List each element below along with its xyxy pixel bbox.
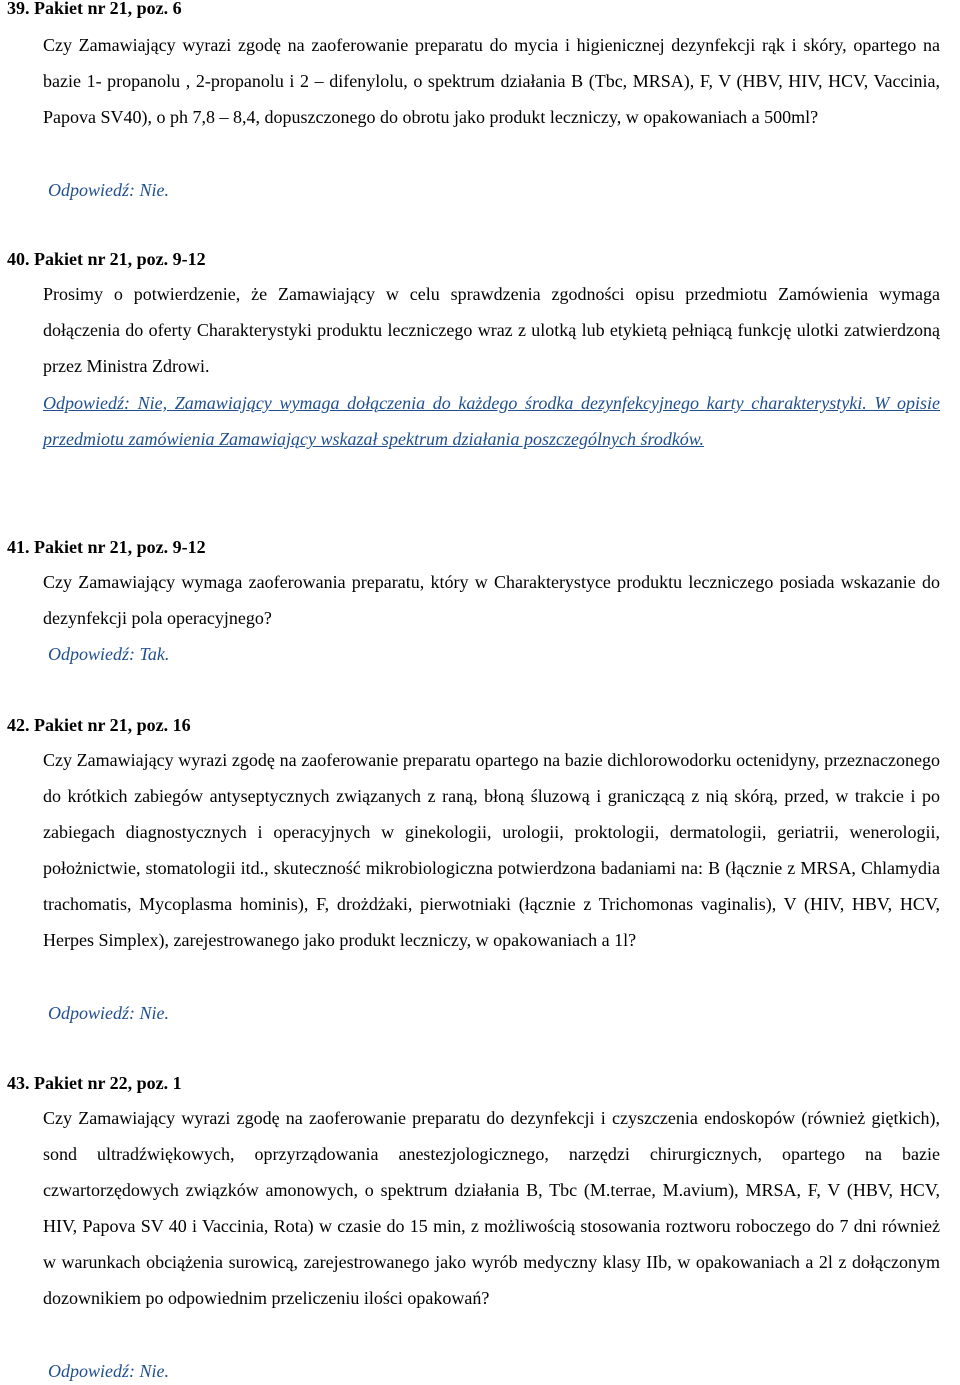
question-heading: 43. Pakiet nr 22, poz. 1 <box>7 1073 182 1093</box>
question-heading: 39. Pakiet nr 21, poz. 6 <box>7 0 182 18</box>
question-heading: 40. Pakiet nr 21, poz. 9-12 <box>7 249 206 269</box>
answer-text: Odpowiedź: Tak. <box>48 644 170 664</box>
question-heading: 41. Pakiet nr 21, poz. 9-12 <box>7 537 206 557</box>
question-text: Prosimy o potwierdzenie, że Zamawiający w celu sprawdzenia zgodności opisu przedmiotu Zamówienia wymaga dołączenia do oferty Charakterystyki produktu leczniczego wraz z ulotką lub etykietą pełniącą funkcję ulotki zatwierdzoną przez Ministra Zdrowi. <box>43 284 940 376</box>
answer-text: Odpowiedź: Nie. <box>48 180 169 200</box>
question-text: Czy Zamawiający wyrazi zgodę na zaoferowanie preparatu opartego na bazie dichlorowodorku octenidyny, przeznaczonego do krótkich zabiegów antyseptycznych związanych z raną, błoną śluzową i graniczącą z nią skórą, przed, w trakcie i po zabiegach diagnostycznych i operacyjnych w ginekologii, urologii, proktologii, dermatologii, geriatrii, wenerologii, położnictwie, stomatologii itd., skuteczność mikrobiologiczna potwierdzona badaniami na: B (łącznie z MRSA, Chlamydia trachomatis, Mycoplasma hominis), F, drożdżaki, pierwotniaki (łącznie z Trichomonas vaginalis), V (HIV, HBV, HCV, Herpes Simplex), zarejestrowanego jako produkt leczniczy, w opakowaniach a 1l? <box>43 750 940 950</box>
question-text: Czy Zamawiający wyrazi zgodę na zaoferowanie preparatu do mycia i higienicznej dezynfekcji rąk i skóry, opartego na bazie 1- propanolu , 2-propanolu i 2 – difenylolu, o spektrum działania B (Tbc, MRSA), F, V (HBV, HIV, HCV, Vaccinia, Papova SV40), o ph 7,8 – 8,4, dopuszczonego do obrotu jako produkt leczniczy, w opakowaniach a 500ml? <box>43 35 940 127</box>
answer-text: Odpowiedź: Nie. <box>48 1361 169 1381</box>
question-heading: 42. Pakiet nr 21, poz. 16 <box>7 715 191 735</box>
question-text: Czy Zamawiający wyrazi zgodę na zaoferowanie preparatu do dezynfekcji i czyszczenia endoskopów (również giętkich), sond ultradźwiękowych, oprzyrządowania anestezjologicznego, narzędzi chirurgicznych, opartego na bazie czwartorzędowych związków amonowych, o spektrum działania B, Tbc (M.terrae, M.avium), MRSA, F, V (HBV, HCV, HIV, Papova SV 40 i Vaccinia, Rota) w czasie do 15 min, z możliwością stosowania roztworu roboczego do 7 dni również w warunkach obciążenia surowicą, zarejestrowanego jako wyrób medyczny klasy IIb, w opakowaniach a 2l z dołączonym dozownikiem po odpowiednim przeliczeniu ilości opakowań? <box>43 1108 940 1308</box>
answer-text: Odpowiedź: Nie. <box>48 1003 169 1023</box>
question-text: Czy Zamawiający wymaga zaoferowania preparatu, który w Charakterystyce produktu leczniczego posiada wskazanie do dezynfekcji pola operacyjnego? <box>43 572 940 628</box>
answer-text: Odpowiedź: Nie, Zamawiający wymaga dołączenia do każdego środka dezynfekcyjnego karty charakterystyki. W opisie przedmiotu zamówienia Zamawiający wskazał spektrum działania poszczególnych środków. <box>43 393 940 449</box>
